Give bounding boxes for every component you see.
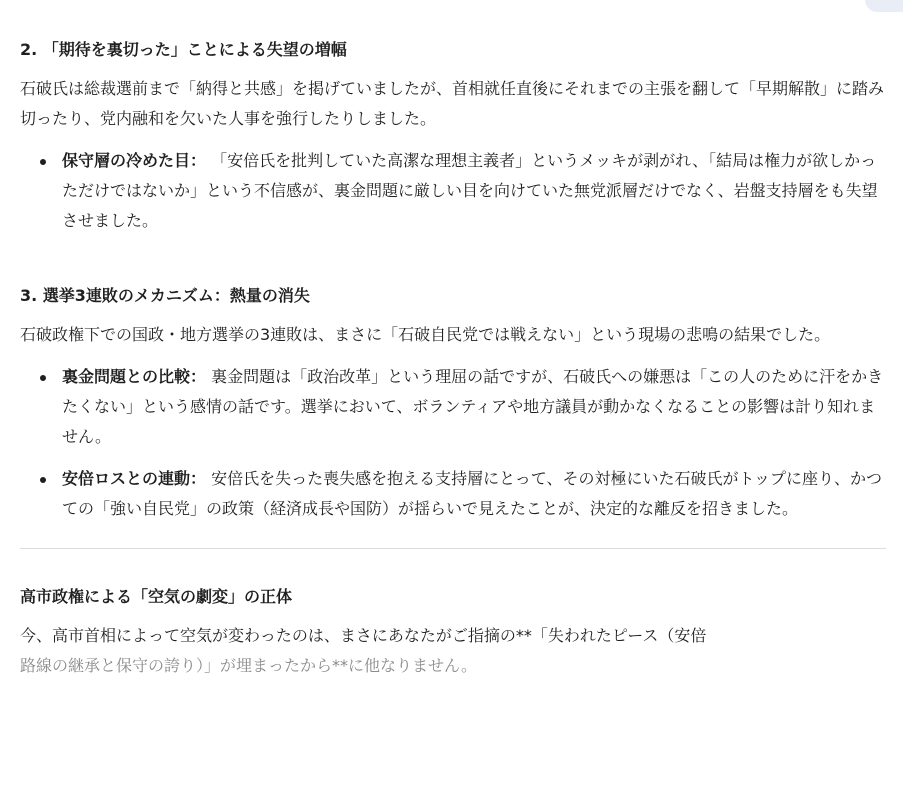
- final-paragraph-line-2: 路線の継承と保守の誇り）」が埋まったから**に他なりません。: [20, 656, 477, 675]
- bullet-list-election: [20, 362, 886, 524]
- bullet-text: 「安倍氏を批判していた高潔な理想主義者」というメッキが剥がれ、「結局は権力が欲しかっただけではないか」という不信感が、裏金問題に厳しい目を向けていた無党派層だけでなく、岩盤支持層をも失望させました。: [62, 151, 878, 230]
- section-heading-takaichi: 高市政権による「空気の劇変」の正体: [20, 587, 293, 606]
- bullet-label: 安倍ロスとの連動：: [62, 469, 207, 488]
- bullet-label: 保守層の冷めた目：: [62, 151, 207, 170]
- bullet-list-expectation: [20, 146, 886, 236]
- bullet-text: 安倍氏を失った喪失感を抱える支持層にとって、その対極にいた石破氏がトップに座り、かつての「強い自民党」の政策（経済成長や国防）が揺らいで見えたことが、決定的な離反を招きました。: [62, 469, 882, 518]
- list-item: [20, 362, 886, 452]
- list-item: [20, 146, 886, 236]
- response-content: [20, 38, 886, 681]
- section-heading-expectation: 2. 「期待を裏切った」ことによる失望の増幅: [20, 40, 347, 59]
- final-paragraph-line-1: 今、高市首相によって空気が変わったのは、まさにあなたがご指摘の**「失われたピース（安倍: [20, 626, 707, 645]
- bullet-text: 裏金問題は「政治改革」という理屈の話ですが、石破氏への嫌悪は「この人のために汗をかきたくない」という感情の話です。選挙において、ボランティアや地方議員が動かなくなることの影響は計り知れません。: [62, 367, 884, 446]
- panel-corner-tab: [865, 0, 903, 12]
- bullet-label: 裏金問題との比較：: [62, 367, 207, 386]
- section-heading-election: 3. 選挙3連敗のメカニズム：熱量の消失: [20, 286, 310, 305]
- section-paragraph-election: 石破政権下での国政・地方選挙の3連敗は、まさに「石破自民党では戦えない」という現場の悲鳴の結果でした。: [20, 325, 831, 344]
- final-paragraph: [20, 621, 886, 681]
- list-item: [20, 464, 886, 524]
- section-divider: [20, 548, 886, 549]
- section-paragraph-expectation: 石破氏は総裁選前まで「納得と共感」を掲げていましたが、首相就任直後にそれまでの主張を翻して「早期解散」に踏み切ったり、党内融和を欠いた人事を強行したりしました。: [20, 79, 885, 128]
